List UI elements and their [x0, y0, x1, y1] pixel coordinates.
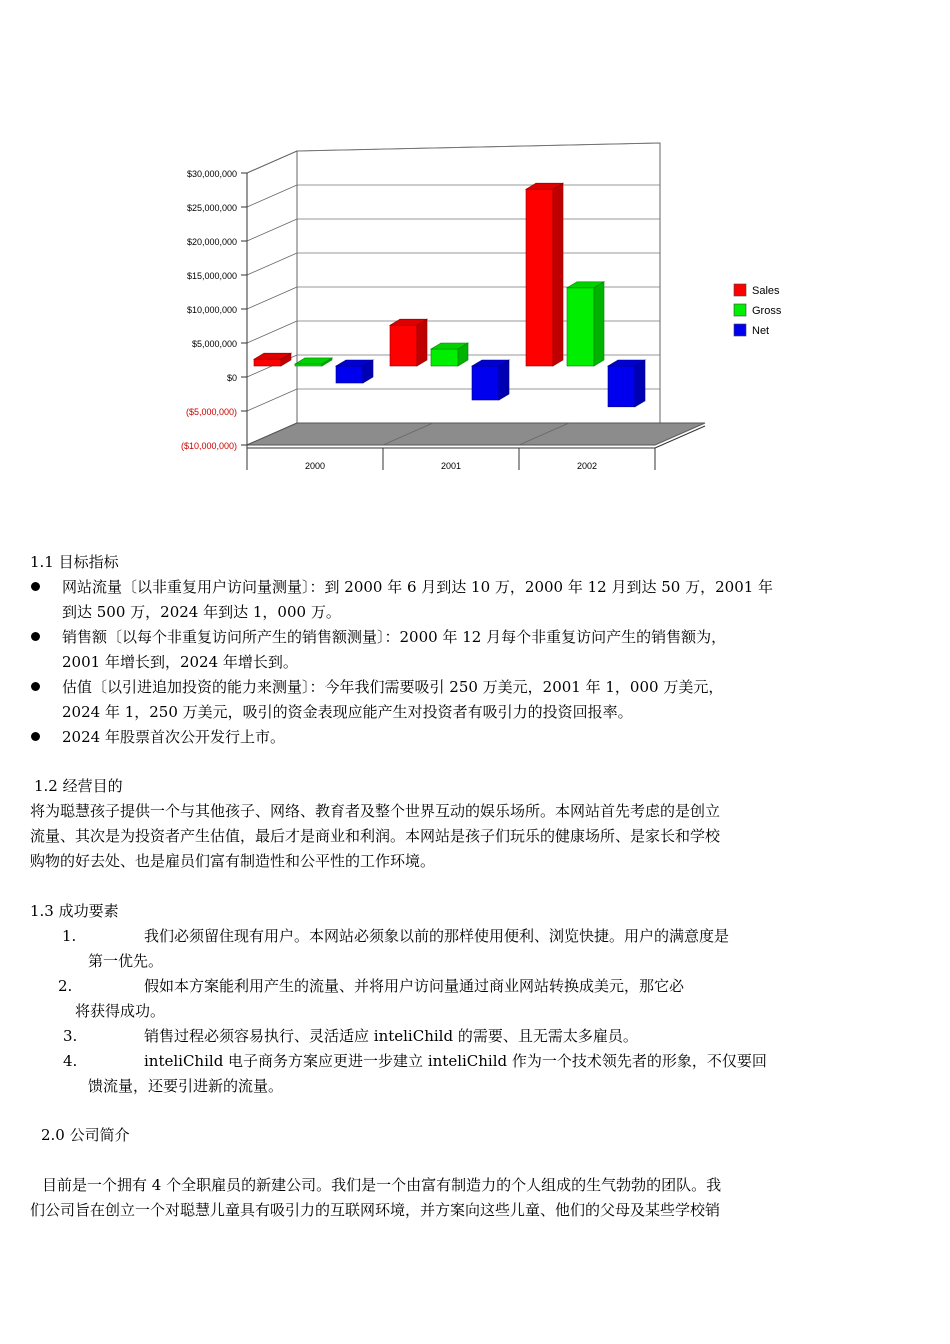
bar-side	[417, 319, 427, 366]
chart-floor	[247, 423, 705, 445]
x-tick-label: 2001	[440, 461, 462, 471]
item-4-line-1: inteliChild 电子商务方案应更进一步建立 inteliChild 作为一个技术领先者的形象，不仅要回	[144, 1052, 767, 1070]
legend-label-sales: Sales	[752, 285, 780, 297]
bar-side	[594, 282, 604, 366]
list-number-2: 2.	[58, 977, 73, 995]
bullet-dot	[31, 732, 40, 741]
bar-side	[635, 360, 645, 407]
bullet-1-line-2: 到达 500 万，2024 年到达 1，000 万。	[62, 603, 341, 621]
bar-front	[526, 189, 553, 366]
bar-side	[553, 183, 563, 366]
bullet-3-line-2: 2024 年 1，250 万美元，吸引的资金表现应能产生对投资者有吸引力的投资回报率。	[62, 703, 633, 721]
bullet-2-line-2: 2001 年增长到，2024 年增长到。	[62, 653, 298, 671]
section-1-2-para-line-1: 将为聪慧孩子提供一个与其他孩子、网络、教育者及整个世界互动的娱乐场所。本网站首先考虑的是创立	[30, 802, 721, 820]
bar-side	[499, 360, 509, 400]
section-1-3-title: 1.3 成功要素	[30, 902, 119, 920]
bullet-4-line-1: 2024 年股票首次公开发行上市。	[62, 728, 285, 746]
y-tick-label: ($5,000,000)	[185, 407, 237, 417]
bar-front	[254, 359, 281, 366]
y-tick-label: $5,000,000	[191, 339, 237, 349]
bar-net-2001	[472, 360, 509, 400]
bar-front	[472, 366, 499, 400]
legend-swatch-gross	[734, 304, 746, 316]
bar-net-2002	[608, 360, 645, 407]
y-tick-label: $25,000,000	[186, 203, 237, 213]
x-tick-label: 2000	[304, 461, 326, 471]
bar-gross-2002	[567, 282, 604, 366]
bullet-1-line-1: 网站流量〔以非重复用户访问量测量〕：到 2000 年 6 月到达 10 万，2000 年 12 月到达 50 万，2001 年	[62, 578, 774, 596]
y-tick-label: $10,000,000	[186, 305, 237, 315]
bar-sales-2001	[390, 319, 427, 366]
item-2-line-2: 将获得成功。	[75, 1002, 166, 1020]
bullet-2-line-1: 销售额〔以每个非重复访问所产生的销售额测量〕：2000 年 12 月每个非重复访问产生的销售额为，	[62, 628, 727, 646]
item-1-line-1: 我们必须留住现有用户。本网站必须象以前的那样使用便利、浏览快捷。用户的满意度是	[144, 927, 730, 945]
legend-label-gross: Gross	[752, 305, 782, 317]
section-2-0-para-line-2: 们公司旨在创立一个对聪慧儿童具有吸引力的互联网环境，并方案向这些儿童、他们的父母及某些学校销	[30, 1201, 721, 1219]
bullet-dot	[31, 632, 40, 641]
list-number-4: 4.	[63, 1052, 78, 1070]
list-number-1: 1.	[62, 927, 77, 945]
x-tick-label: 2002	[576, 461, 598, 471]
legend-swatch-net	[734, 324, 746, 336]
bar-net-2000	[336, 360, 373, 383]
section-1-2-title: 1.2 经营目的	[34, 777, 123, 795]
item-1-line-2: 第一优先。	[88, 952, 164, 970]
bar-front	[295, 364, 322, 366]
item-2-line-1: 假如本方案能利用产生的流量、并将用户访问量通过商业网站转换成美元，那它必	[144, 977, 685, 995]
bullet-dot	[31, 582, 40, 591]
bullet-dot	[31, 682, 40, 691]
bullet-3-line-1: 估值〔以引进追加投资的能力来测量〕：今年我们需要吸引 250 万美元，2001 年 1，000 万美元，	[62, 678, 724, 696]
legend-label-net: Net	[752, 325, 770, 337]
bar-front	[567, 288, 594, 366]
section-2-0-para-line-1: 目前是一个拥有 4 个全职雇员的新建公司。我们是一个由富有制造力的个人组成的生气勃勃的团队。我	[42, 1176, 722, 1194]
y-tick-label: $20,000,000	[186, 237, 237, 247]
bar-front	[336, 366, 363, 383]
section-2-0-title: 2.0 公司简介	[41, 1126, 130, 1144]
y-tick-label: $0	[226, 373, 237, 383]
bar-front	[431, 349, 458, 366]
item-3-line-1: 销售过程必须容易执行、灵活适应 inteliChild 的需要、且无需太多雇员。	[144, 1027, 638, 1045]
list-number-3: 3.	[63, 1027, 78, 1045]
bar-front	[390, 325, 417, 366]
y-tick-label: $15,000,000	[186, 271, 237, 281]
y-tick-label: $30,000,000	[186, 169, 237, 179]
section-1-2-para-line-3: 购物的好去处、也是雇员们富有制造性和公平性的工作环境。	[30, 852, 436, 870]
bar-chart	[150, 140, 782, 480]
bar-front	[608, 366, 635, 407]
section-1-2-para-line-2: 流量、其次是为投资者产生估值，最后才是商业和利润。本网站是孩子们玩乐的健康场所、是家长和学校	[30, 827, 721, 845]
legend-swatch-sales	[734, 284, 746, 296]
y-tick-label: ($10,000,000)	[180, 441, 237, 451]
section-1-1-title: 1.1 目标指标	[30, 553, 119, 571]
bar-gross-2001	[431, 343, 468, 366]
item-4-line-2: 馈流量，还要引进新的流量。	[88, 1077, 284, 1095]
bar-sales-2002	[526, 183, 563, 366]
